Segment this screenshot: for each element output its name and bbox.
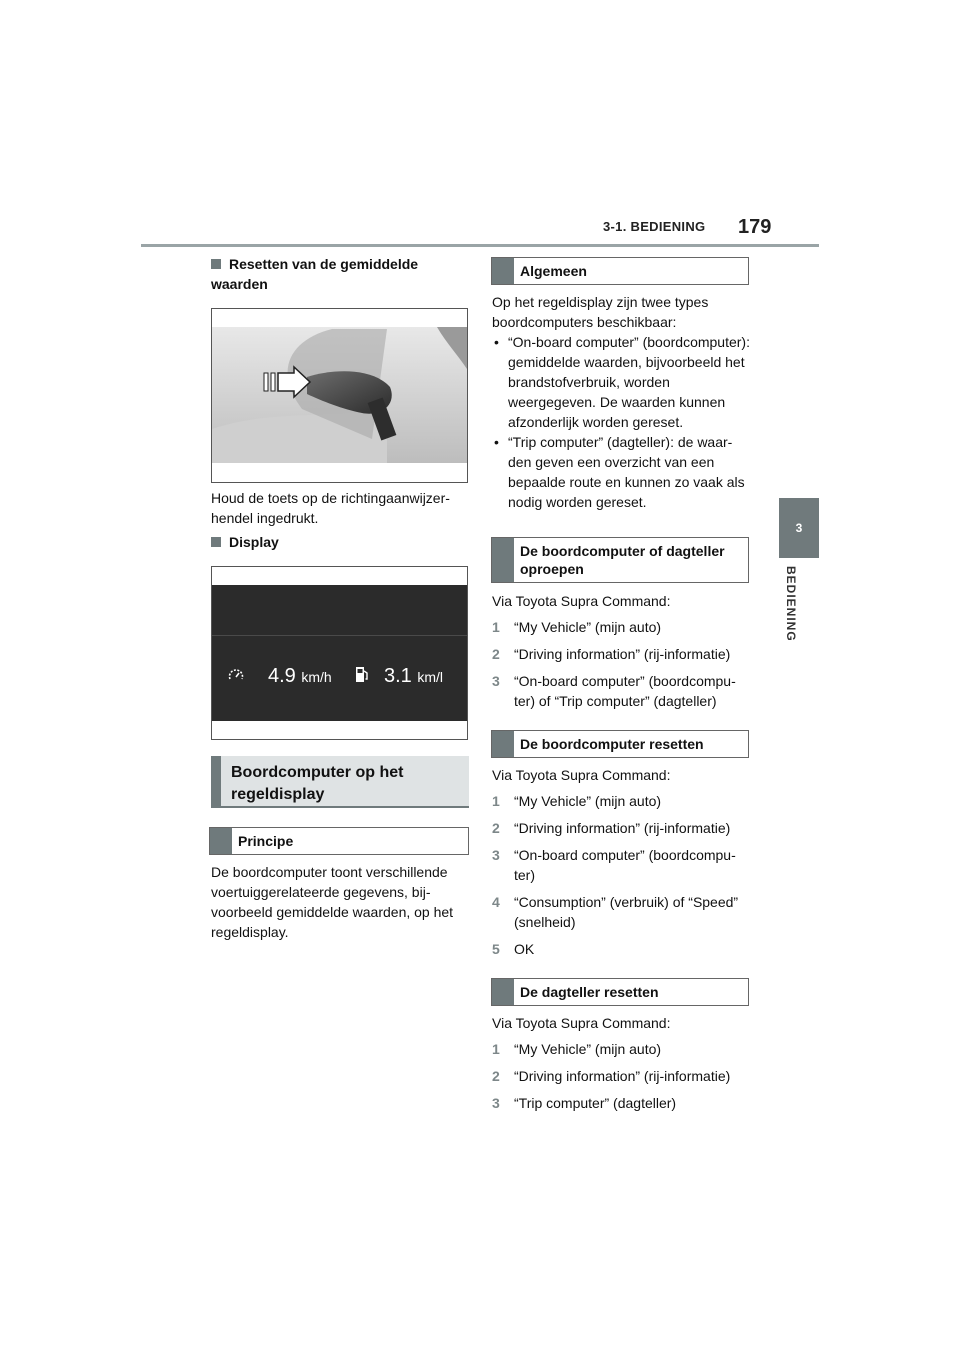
list-item: 3 “Trip computer” (dagteller) — [492, 1095, 677, 1111]
general-intro: Op het regeldisplay zijn twee types boordcomputers beschikbaar: — [492, 294, 709, 330]
average-consumption-readout — [384, 665, 443, 688]
trip-steps — [492, 1013, 750, 1113]
subsection-heading-principle: Principe — [209, 827, 469, 855]
heading-reset-averages: Resetten van de gemiddelde waarden — [211, 256, 419, 292]
average-consumption-value: 3.1 — [384, 665, 412, 687]
list-item: 5 OK — [492, 941, 535, 957]
list-item: 1 “My Vehicle” (mijn auto) — [492, 619, 662, 635]
subsection-heading-reset-computer: De boordcomputer resetten — [491, 730, 749, 758]
general-text — [492, 292, 750, 512]
reset-steps — [492, 765, 750, 959]
subsection-heading-general: Algemeen — [491, 257, 749, 285]
list-item: 2 “Driving information” (rij-informatie) — [492, 820, 731, 836]
call-steps — [492, 591, 750, 711]
page-number: 179 — [738, 216, 772, 238]
list-item: 3 “On-board computer” (boordcomputer) — [492, 847, 736, 883]
list-item: 1 “My Vehicle” (mijn auto) — [492, 1041, 662, 1057]
subsection-heading-call-computer: De boordcomputer of dagteller oproepen — [491, 537, 749, 583]
speedometer-icon — [228, 667, 244, 683]
average-consumption-unit: km/l — [417, 669, 444, 685]
square-bullet-icon — [211, 259, 221, 269]
call-intro: Via Toyota Supra Command: — [492, 593, 671, 609]
list-item: 4 “Consumption” (verbruik) of “Speed” (snelheid) — [492, 894, 739, 930]
reset-intro: Via Toyota Supra Command: — [492, 767, 671, 783]
average-speed-unit: km/h — [301, 669, 332, 685]
section-heading-onboard-computer: Boordcomputer op het regeldisplay — [211, 756, 469, 808]
subsection-heading-reset-trip: De dagteller resetten — [491, 978, 749, 1006]
turn-signal-lever-illustration — [212, 309, 467, 482]
chapter-tab: 3 — [779, 498, 819, 558]
principle-text: De boordcomputer toont verschillende voertuiggerelateerde gegevens, bijvoorbeeld gemiddelde waarden, op het regeldisplay. — [211, 864, 454, 940]
figure-display — [211, 566, 468, 740]
section-title: 3-1. BEDIENING — [603, 219, 706, 234]
list-item: • “On-board computer” (boordcomputer): gemiddelde waarden, bijvoorbeeld het brandstofverbruik, worden weergegeven. De waarden kunnen afzonderlijk worden gereset. — [492, 332, 750, 432]
list-item: 2 “Driving information” (rij-informatie) — [492, 1068, 731, 1084]
average-speed-value: 4.9 — [268, 665, 296, 687]
list-item: 2 “Driving information” (rij-informatie) — [492, 646, 731, 662]
list-item: • “Trip computer” (dagteller): de waarden geven een overzicht van een bepaalde route en kunnen zo vaak als nodig worden gereset. — [492, 432, 750, 512]
reset-instruction: Houd de toets op de richtingaanwijzerhendel ingedrukt. — [211, 490, 450, 526]
control-display-screen — [212, 585, 467, 721]
chapter-tab-label: BEDIENING — [784, 566, 798, 642]
fuel-pump-icon — [355, 666, 369, 683]
heading-display: Display — [211, 532, 279, 552]
header-rule — [141, 244, 819, 247]
trip-intro: Via Toyota Supra Command: — [492, 1015, 671, 1031]
square-bullet-icon — [211, 537, 221, 547]
list-item: 1 “My Vehicle” (mijn auto) — [492, 793, 662, 809]
list-item: 3 “On-board computer” (boordcomputer) of “Trip computer” (dagteller) — [492, 673, 736, 709]
figure-turn-signal-lever — [211, 308, 468, 483]
average-speed-readout — [268, 665, 332, 688]
